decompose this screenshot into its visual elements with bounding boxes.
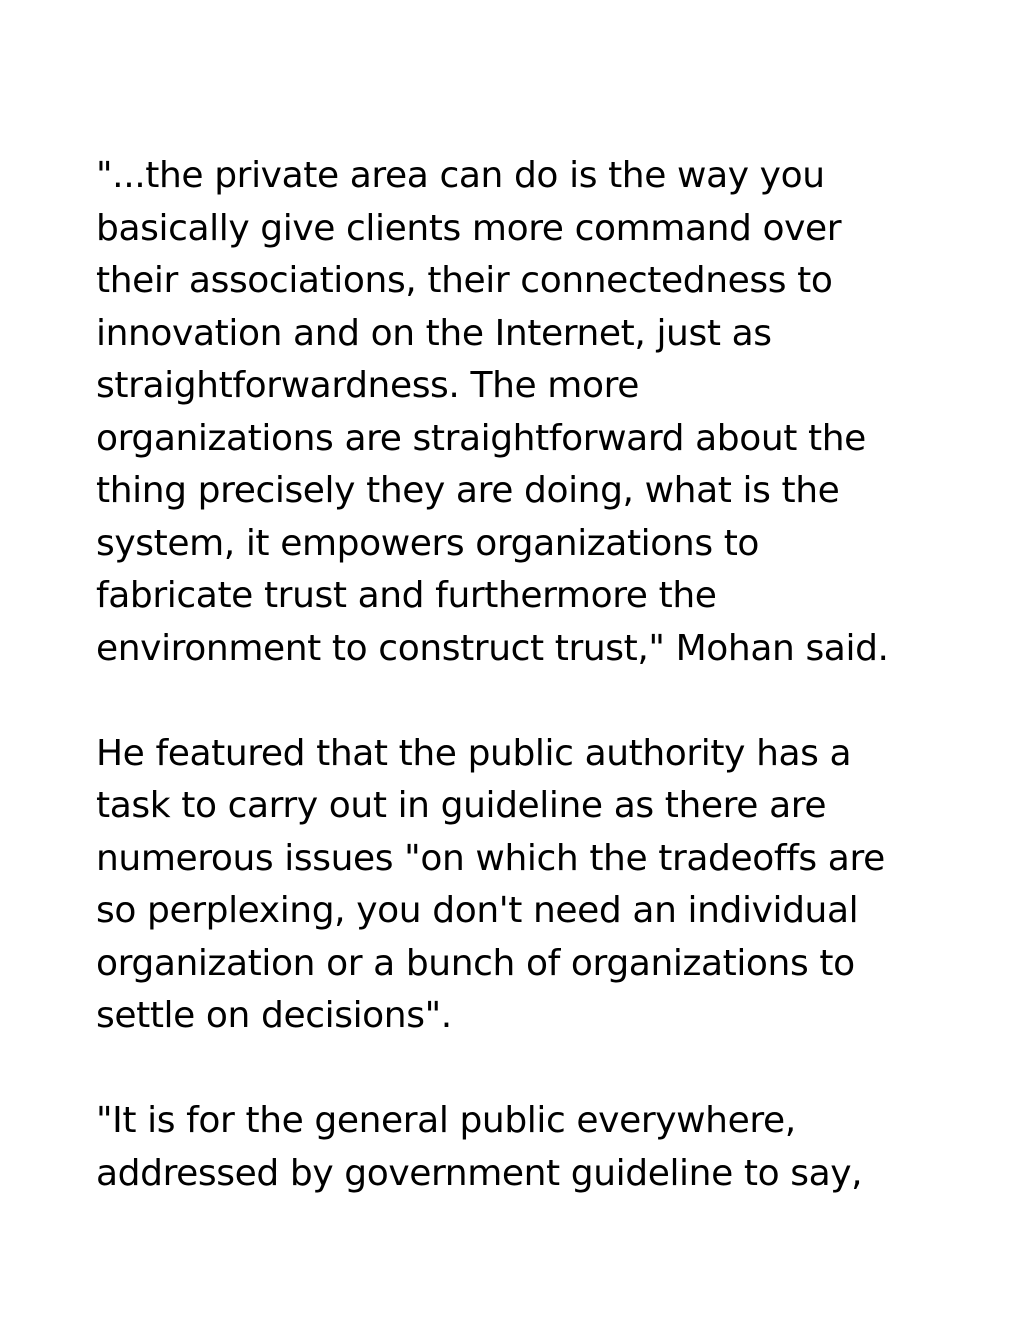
text-line: innovation and on the Internet, just as (96, 312, 772, 354)
document-body (96, 150, 976, 1253)
text-line: organization or a bunch of organizations to (96, 942, 855, 984)
paragraph-2 (96, 728, 976, 1043)
text-line: basically give clients more command over (96, 207, 842, 249)
text-line: fabricate trust and furthermore the (96, 575, 717, 616)
text-line: environment to construct trust," Mohan said. (96, 627, 889, 669)
text-line: organizations are straightforward about the (96, 417, 866, 459)
paragraph-3 (96, 1095, 976, 1200)
text-line: system, it empowers organizations to (96, 522, 760, 564)
text-line: straightforwardness. The more (96, 365, 639, 406)
text-line: "It is for the general public everywhere, (96, 1100, 796, 1141)
text-line: their associations, their connectedness to (96, 260, 833, 301)
text-line: so perplexing, you don't need an individual (96, 890, 859, 931)
text-line: settle on decisions". (96, 995, 452, 1036)
text-line: numerous issues "on which the tradeoffs are (96, 837, 885, 879)
text-line: "...the private area can do is the way you (96, 155, 825, 196)
paragraph-1 (96, 150, 976, 675)
text-line: task to carry out in guideline as there are (96, 785, 827, 826)
text-line: He featured that the public authority has a (96, 732, 852, 774)
text-line: thing precisely they are doing, what is the (96, 470, 840, 511)
text-line: addressed by government guideline to say, (96, 1152, 863, 1194)
